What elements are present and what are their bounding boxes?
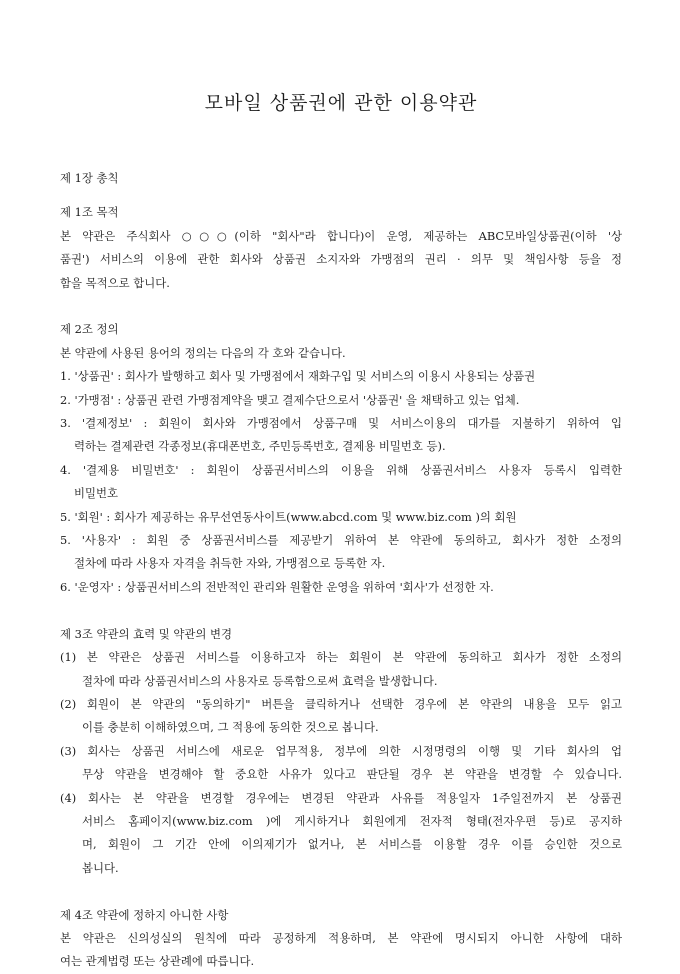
- chapter-heading: 제 1장 총칙: [60, 171, 119, 185]
- article-2-intro: 본 약관에 사용된 용어의 정의는 다음의 각 호와 같습니다.: [60, 345, 346, 360]
- article-1-line: 품권') 서비스의 이용에 관한 회사와 상품권 소지자와 가맹점의 권리 · 의무 및 책임사항 등을 정: [60, 252, 622, 267]
- article-4-line: 여는 관계법령 또는 상관례에 따릅니다.: [60, 954, 255, 969]
- clause-item-cont: 며, 회원이 그 기간 안에 이의제기가 없거나, 본 서비스를 이용할 경우 이를 승인한 것으로: [82, 837, 622, 852]
- document-body: [60, 167, 622, 974]
- clause-item-cont: 봅니다.: [82, 860, 119, 875]
- clause-item: (1) 본 약관은 상품권 서비스를 이용하고자 하는 회원이 본 약관에 동의하고 회사가 정한 소정의: [60, 650, 622, 665]
- article-4-line: 본 약관은 신의성실의 원칙에 따라 공정하게 적용하며, 본 약관에 명시되지 아니한 사항에 대하: [60, 930, 622, 945]
- definition-item: 2. '가맹점' : 상품권 관련 가맹점계약을 맺고 결제수단으로서 '상품권' 을 채택하고 있는 업체.: [60, 392, 520, 407]
- clause-item: (3) 회사는 상품권 서비스에 새로운 업무적용, 정부에 의한 시정명령의 이행 및 기타 회사의 업: [60, 743, 622, 758]
- article-1-line: 본 약관은 주식회사 ○○○(이하 "회사"라 합니다)이 운영, 제공하는 ABC모바일상품권(이하 '상: [60, 228, 622, 243]
- article-4-heading: 제 4조 약관에 정하지 아니한 사항: [60, 907, 229, 922]
- clause-item-cont: 무상 약관을 변경해야 할 중요한 사유가 있다고 판단될 경우 본 약관을 변경할 수 있습니다.: [82, 767, 622, 782]
- article-3-heading: 제 3조 약관의 효력 및 약관의 변경: [60, 626, 233, 641]
- page-title: 모바일 상품권에 관한 이용약관: [204, 92, 478, 114]
- clause-item-cont: 절차에 따라 상품권서비스의 사용자로 등록함으로써 효력을 발생합니다.: [82, 673, 438, 688]
- article-1-line: 함을 목적으로 합니다.: [60, 275, 170, 290]
- clause-item: (4) 회사는 본 약관을 변경할 경우에는 변경된 약관과 사유를 적용일자 1주일전까지 본 상품권: [60, 790, 622, 805]
- article-1-heading: 제 1조 목적: [60, 205, 119, 220]
- clause-item-cont: 이를 충분히 이해하였으며, 그 적용에 동의한 것으로 봅니다.: [82, 720, 379, 735]
- definition-item: 1. '상품권' : 회사가 발행하고 회사 및 가맹점에서 재화구입 및 서비스의 이용시 사용되는 상품권: [60, 369, 536, 384]
- definition-item: 5. '사용자' : 회원 중 상품권서비스를 제공받기 위하여 본 약관에 동의하고, 회사가 정한 소정의: [60, 533, 622, 548]
- definition-item-cont: 비밀번호: [74, 486, 119, 501]
- definition-item: 3. '결제정보' : 회원이 회사와 가맹점에서 상품구매 및 서비스이용의 대가를 지불하기 위하여 입: [60, 416, 622, 431]
- definition-item: 4. '결제용 비밀번호' : 회원이 상품권서비스의 이용을 위해 상품권서비스 사용자 등록시 입력한: [60, 462, 622, 477]
- definition-item: 5. '회원' : 회사가 제공하는 유무선연동사이트(www.abcd.com 및 www.biz.com )의 회원: [60, 509, 517, 524]
- clause-item-cont: 서비스 홈페이지(www.biz.com )에 게시하거나 회원에게 전자적 형태(전자우편 등)로 공지하: [82, 813, 622, 828]
- article-2-heading: 제 2조 정의: [60, 322, 119, 337]
- definition-item-cont: 절차에 따라 사용자 자격을 취득한 자와, 가맹점으로 등록한 자.: [74, 556, 386, 571]
- definition-item-cont: 력하는 결제관련 각종정보(휴대폰번호, 주민등록번호, 결제용 비밀번호 등).: [74, 439, 446, 454]
- definition-item: 6. '운영자' : 상품권서비스의 전반적인 관리와 원활한 운영을 위하여 '회사'가 선정한 자.: [60, 579, 494, 594]
- clause-item: (2) 회원이 본 약관의 "동의하기" 버튼을 클릭하거나 선택한 경우에 본 약관의 내용을 모두 읽고: [60, 696, 622, 711]
